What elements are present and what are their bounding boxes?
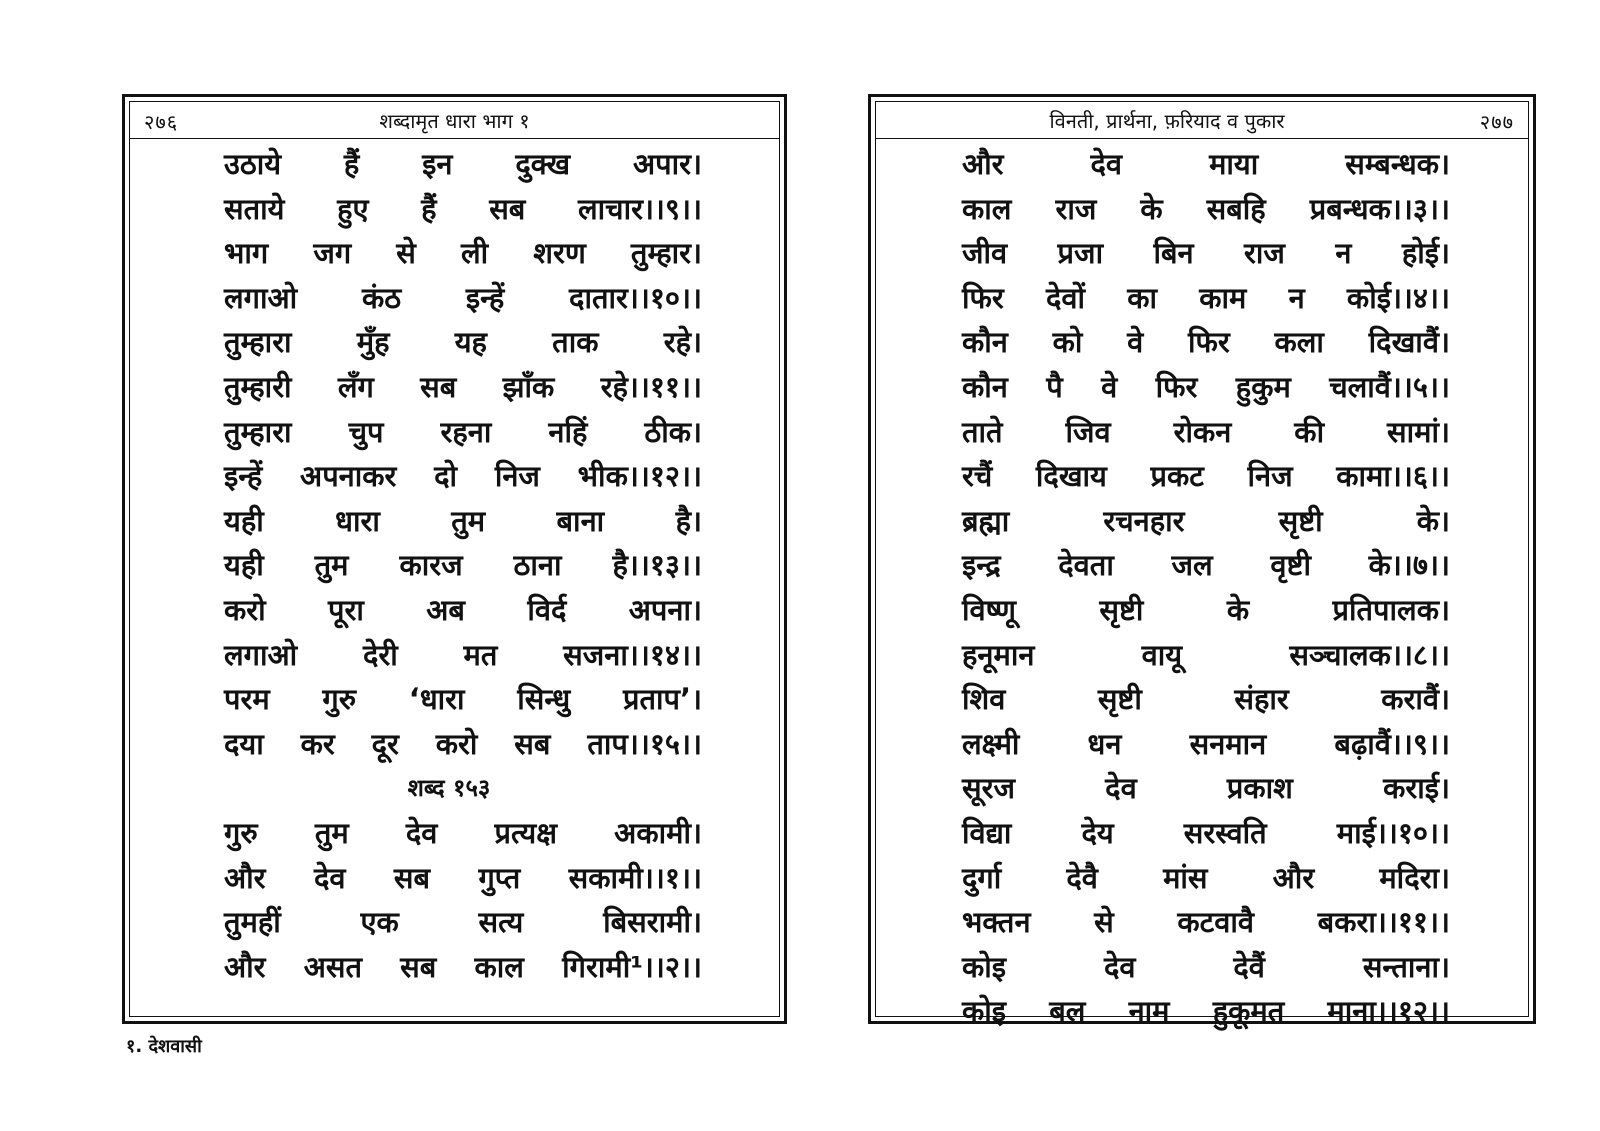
- right-page-title: विनती, प्रार्थना, फ़रियाद व पुकार: [1049, 109, 1285, 133]
- left-verse-list: [130, 142, 779, 989]
- verse-word: तुम्हारी: [224, 369, 292, 404]
- verse-word: प्रताप’।: [622, 682, 702, 717]
- verse-word: न: [1335, 236, 1352, 271]
- right-page-number: २७७: [1479, 110, 1514, 134]
- verse-word: धारा: [335, 503, 380, 538]
- verse-line: [224, 187, 702, 232]
- verse-word: दुर्गा: [962, 860, 1002, 895]
- left-page: [122, 94, 787, 1024]
- verse-word: करो: [435, 726, 478, 761]
- verse-word: रहना: [440, 414, 492, 449]
- verse-word: वृष्टी: [1270, 548, 1311, 583]
- verse-word: शरण: [533, 236, 586, 271]
- verse-word: बकरा।।११।।: [1317, 905, 1450, 940]
- verse-word: राज: [1244, 236, 1285, 271]
- verse-word: बाना: [556, 503, 605, 538]
- verse-word: सञ्चालक।।८।।: [1289, 637, 1450, 672]
- verse-word: तुम: [451, 503, 486, 538]
- verse-word: इन्हें: [465, 280, 505, 315]
- verse-word: सनमान: [1189, 726, 1267, 761]
- verse-word: देवैं: [1233, 949, 1265, 984]
- right-page-frame: [875, 101, 1529, 1029]
- verse-word: नाम: [1128, 994, 1170, 1029]
- left-page-title: शब्दामृत धारा भाग १: [379, 109, 530, 133]
- verse-word: अब: [426, 592, 465, 627]
- verse-word: रचैं: [962, 459, 993, 494]
- verse-line: [962, 588, 1450, 633]
- verse-line: [962, 811, 1450, 856]
- verse-word: सताये: [224, 191, 285, 226]
- verse-word: लाचार।।९।।: [577, 191, 702, 226]
- verse-word: झाँक: [502, 369, 555, 404]
- verse-word: कारज: [399, 548, 463, 583]
- verse-word: के।: [1416, 503, 1450, 538]
- verse-word: कटवावै: [1177, 905, 1255, 940]
- verse-word: ठीक।: [644, 414, 702, 449]
- verse-word: का: [1127, 280, 1158, 315]
- right-page: [868, 94, 1536, 1029]
- verse-word: काल: [474, 949, 524, 984]
- verse-word: वायू: [1141, 637, 1183, 672]
- verse-word: फिर: [1155, 369, 1198, 404]
- verse-word: देव: [1103, 949, 1136, 984]
- verse-word: कोई।।४।।: [1346, 280, 1450, 315]
- verse-word: उठाये: [224, 147, 282, 181]
- verse-line: [962, 187, 1450, 232]
- verse-line: [962, 722, 1450, 767]
- verse-word: हुए: [337, 191, 369, 226]
- verse-word: सब: [489, 191, 526, 226]
- verse-word: बल: [1049, 994, 1086, 1029]
- verse-word: प्रतिपालक।: [1332, 592, 1450, 627]
- verse-word: बढ़ावैं।।९।।: [1334, 726, 1450, 761]
- verse-word: दिखाय: [1035, 459, 1107, 494]
- verse-word: से: [396, 236, 416, 271]
- verse-word: अकामी।: [614, 815, 702, 850]
- verse-word: संहार: [1234, 682, 1289, 717]
- verse-word: कौन: [962, 369, 1008, 404]
- verse-word: तुम: [314, 815, 349, 850]
- verse-word: कंठ: [361, 280, 402, 315]
- verse-line: [962, 766, 1450, 811]
- verse-word: कामा।।६।।: [1336, 459, 1450, 494]
- verse-word: राज: [1055, 191, 1097, 226]
- verse-word: सकामी।।१।।: [568, 860, 702, 895]
- verse-line: [224, 499, 702, 544]
- verse-word: काम: [1199, 280, 1247, 315]
- verse-word: यही: [224, 548, 264, 583]
- verse-word: लक्ष्मी: [962, 726, 1020, 761]
- verse-word: चुप: [348, 414, 384, 449]
- verse-word: करावैं।: [1381, 682, 1450, 717]
- verse-word: नहिं: [548, 414, 588, 449]
- verse-word: हैं: [343, 147, 360, 181]
- verse-word: चलावैं।।५।।: [1329, 369, 1450, 404]
- verse-word: न: [1288, 280, 1305, 315]
- verse-word: जल: [1171, 548, 1213, 583]
- verse-word: और: [1272, 860, 1315, 895]
- verse-line: [962, 365, 1450, 410]
- verse-word: रचनहार: [1103, 503, 1185, 538]
- verse-line: [224, 365, 702, 410]
- verse-word: हनूमान: [962, 637, 1035, 672]
- verse-word: कोइ: [962, 994, 1007, 1029]
- verse-word: गुरु: [322, 682, 357, 717]
- verse-word: लगाओ: [224, 637, 298, 672]
- verse-word: सामां।: [1387, 414, 1450, 449]
- verse-word: जग: [313, 236, 352, 271]
- verse-word: देवै: [1066, 860, 1098, 895]
- verse-word: सूरज: [962, 771, 1015, 806]
- verse-line: [224, 588, 702, 633]
- verse-word: माना।।१२।।: [1327, 994, 1450, 1029]
- verse-word: के।।७।।: [1368, 548, 1450, 583]
- verse-line: [962, 633, 1450, 678]
- verse-word: रोकन: [1173, 414, 1232, 449]
- verse-word: इन्हें: [224, 459, 263, 494]
- verse-word: प्रकाश: [1226, 771, 1293, 806]
- verse-word: विर्द: [527, 592, 567, 627]
- verse-word: सब: [514, 726, 551, 761]
- verse-word: मांस: [1163, 860, 1208, 895]
- right-page-header: [876, 102, 1528, 139]
- verse-word: फिर: [1188, 325, 1230, 360]
- verse-word: और: [962, 147, 1004, 181]
- right-verse-list: [876, 142, 1528, 1034]
- verse-word: सब: [393, 860, 431, 895]
- verse-word: गिरामी¹।।२।।: [562, 949, 702, 984]
- verse-word: तुम्हारा: [224, 325, 292, 360]
- verse-line: [224, 231, 702, 276]
- verse-word: दुक्ख: [515, 147, 571, 181]
- verse-line: [962, 989, 1450, 1034]
- verse-line: [224, 320, 702, 365]
- verse-word: विद्या: [962, 815, 1012, 850]
- left-page-header: [130, 102, 779, 139]
- verse-word: वे: [1127, 325, 1144, 360]
- verse-line: [224, 722, 702, 767]
- verse-word: दो: [434, 459, 458, 494]
- verse-word: सम्बन्धक।: [1345, 147, 1450, 181]
- verse-line: [224, 633, 702, 678]
- verse-word: दिखावैं।: [1368, 325, 1450, 360]
- verse-word: देव: [313, 860, 346, 895]
- verse-line: [224, 811, 702, 856]
- verse-word: निज: [494, 459, 540, 494]
- verse-line: [224, 410, 702, 455]
- verse-word: तुम्हार।: [630, 236, 702, 271]
- verse-word: माई।।१०।।: [1336, 815, 1450, 850]
- verse-word: गुरु: [224, 815, 258, 850]
- verse-word: देवता: [1058, 548, 1114, 583]
- verse-word: दातार।।१०।।: [569, 280, 702, 315]
- verse-line: [962, 945, 1450, 990]
- verse-word: प्रजा: [1057, 236, 1104, 271]
- verse-line: [962, 276, 1450, 321]
- verse-line: [962, 320, 1450, 365]
- verse-word: हुकूमत: [1212, 994, 1285, 1029]
- verse-word: सजना।।१४।।: [563, 637, 702, 672]
- verse-word: काल: [962, 191, 1012, 226]
- verse-word: कोइ: [962, 949, 1007, 984]
- verse-word: है।: [675, 503, 702, 538]
- verse-word: देवों: [1045, 280, 1085, 315]
- verse-word: असत: [303, 949, 362, 984]
- verse-word: मुँह: [356, 325, 390, 360]
- verse-word: प्रबन्धक।।३।।: [1309, 191, 1450, 226]
- verse-word: रहे।: [663, 325, 702, 360]
- verse-word: पूरा: [328, 592, 364, 627]
- verse-word: लँग: [337, 369, 374, 404]
- verse-word: सत्य: [478, 905, 524, 940]
- verse-word: धन: [1087, 726, 1122, 761]
- verse-line: [224, 454, 702, 499]
- verse-word: गुप्त: [478, 860, 521, 895]
- verse-word: बिसरामी।: [603, 905, 702, 940]
- verse-line: [962, 142, 1450, 187]
- verse-word: दया: [224, 726, 264, 761]
- verse-line: [224, 856, 702, 901]
- verse-word: सिन्धु: [517, 682, 571, 717]
- verse-word: अपनाकर: [300, 459, 397, 494]
- verse-word: ब्रह्मा: [962, 503, 1010, 538]
- verse-word: कला: [1274, 325, 1324, 360]
- verse-word: विष्णू: [962, 592, 1016, 627]
- verse-word: रहे।।११।।: [600, 369, 702, 404]
- verse-word: को: [1052, 325, 1083, 360]
- verse-word: जिव: [1065, 414, 1111, 449]
- verse-word: ताप।।१५।।: [587, 726, 702, 761]
- verse-word: दूर: [371, 726, 399, 761]
- verse-line: [962, 410, 1450, 455]
- verse-word: देव: [405, 815, 438, 850]
- verse-word: से: [1094, 905, 1114, 940]
- verse-word: देय: [1081, 815, 1114, 850]
- verse-word: अपार।: [632, 147, 702, 181]
- verse-word: तुमहीं: [224, 905, 281, 940]
- verse-word: माया: [1209, 147, 1259, 181]
- verse-word: ‘धारा: [408, 682, 465, 717]
- verse-word: हुकुम: [1235, 369, 1291, 404]
- verse-word: और: [224, 949, 266, 984]
- verse-word: सबहि: [1206, 191, 1266, 226]
- verse-word: एक: [360, 905, 399, 940]
- verse-line: [962, 231, 1450, 276]
- verse-word: लगाओ: [224, 280, 298, 315]
- verse-word: कर: [300, 726, 335, 761]
- verse-word: और: [224, 860, 266, 895]
- verse-word: सृष्टी: [1097, 682, 1142, 717]
- verse-word: तुम्हारा: [224, 414, 292, 449]
- verse-word: सन्ताना।: [1362, 949, 1450, 984]
- verse-word: कौन: [962, 325, 1008, 360]
- left-page-number: २७६: [144, 110, 179, 134]
- verse-word: वे: [1101, 369, 1118, 404]
- verse-word: प्रकट: [1150, 459, 1204, 494]
- section-heading: शब्द १५३: [407, 774, 491, 803]
- verse-line: [224, 945, 702, 990]
- verse-word: भक्तन: [962, 905, 1031, 940]
- verse-word: हैं: [421, 191, 437, 226]
- verse-word: तुम: [314, 548, 349, 583]
- verse-word: है।।१३।।: [612, 548, 702, 583]
- verse-word: इन: [422, 147, 453, 181]
- verse-word: मत: [463, 637, 498, 672]
- verse-line: [962, 543, 1450, 588]
- verse-word: यही: [224, 503, 264, 538]
- verse-line: [962, 499, 1450, 544]
- verse-word: सब: [420, 369, 457, 404]
- verse-line: [224, 142, 702, 187]
- verse-line: [224, 276, 702, 321]
- verse-word: ताते: [962, 414, 1003, 449]
- verse-word: सृष्टी: [1099, 592, 1144, 627]
- verse-word: परम: [224, 682, 270, 717]
- verse-word: होई।: [1401, 236, 1450, 271]
- verse-word: प्रत्यक्ष: [494, 815, 558, 850]
- verse-word: सृष्टी: [1278, 503, 1323, 538]
- verse-word: ताक: [552, 325, 599, 360]
- verse-word: अपना।: [628, 592, 702, 627]
- verse-word: निज: [1247, 459, 1293, 494]
- verse-word: जीव: [962, 236, 1008, 271]
- verse-line: [224, 900, 702, 945]
- verse-word: पै: [1046, 369, 1063, 404]
- verse-word: सब: [400, 949, 437, 984]
- verse-word: के: [1140, 191, 1163, 226]
- verse-line: [224, 543, 702, 588]
- verse-word: इन्द्र: [962, 548, 1001, 583]
- verse-word: ठाना: [513, 548, 562, 583]
- verse-word: देरी: [362, 637, 398, 672]
- left-page-frame: [129, 101, 780, 1017]
- verse-word: मदिरा।: [1379, 860, 1450, 895]
- verse-line: [962, 677, 1450, 722]
- verse-word: देव: [1090, 147, 1123, 181]
- verse-word: के: [1226, 592, 1250, 627]
- verse-word: यह: [454, 325, 487, 360]
- verse-line: [962, 454, 1450, 499]
- verse-line: [962, 856, 1450, 901]
- verse-word: बिन: [1153, 236, 1194, 271]
- verse-word: की: [1294, 414, 1325, 449]
- verse-word: कराई।: [1383, 771, 1450, 806]
- verse-word: देव: [1105, 771, 1137, 806]
- verse-line: [224, 677, 702, 722]
- verse-word: ली: [460, 236, 489, 271]
- footnote: १. देशवासी: [126, 1036, 202, 1057]
- verse-word: भाग: [224, 236, 269, 271]
- verse-word: भीक।।१२।।: [577, 459, 702, 494]
- verse-word: फिर: [962, 280, 1004, 315]
- verse-word: करो: [224, 592, 266, 627]
- verse-word: शिव: [962, 682, 1006, 717]
- verse-word: सरस्वति: [1183, 815, 1267, 850]
- verse-line: [962, 900, 1450, 945]
